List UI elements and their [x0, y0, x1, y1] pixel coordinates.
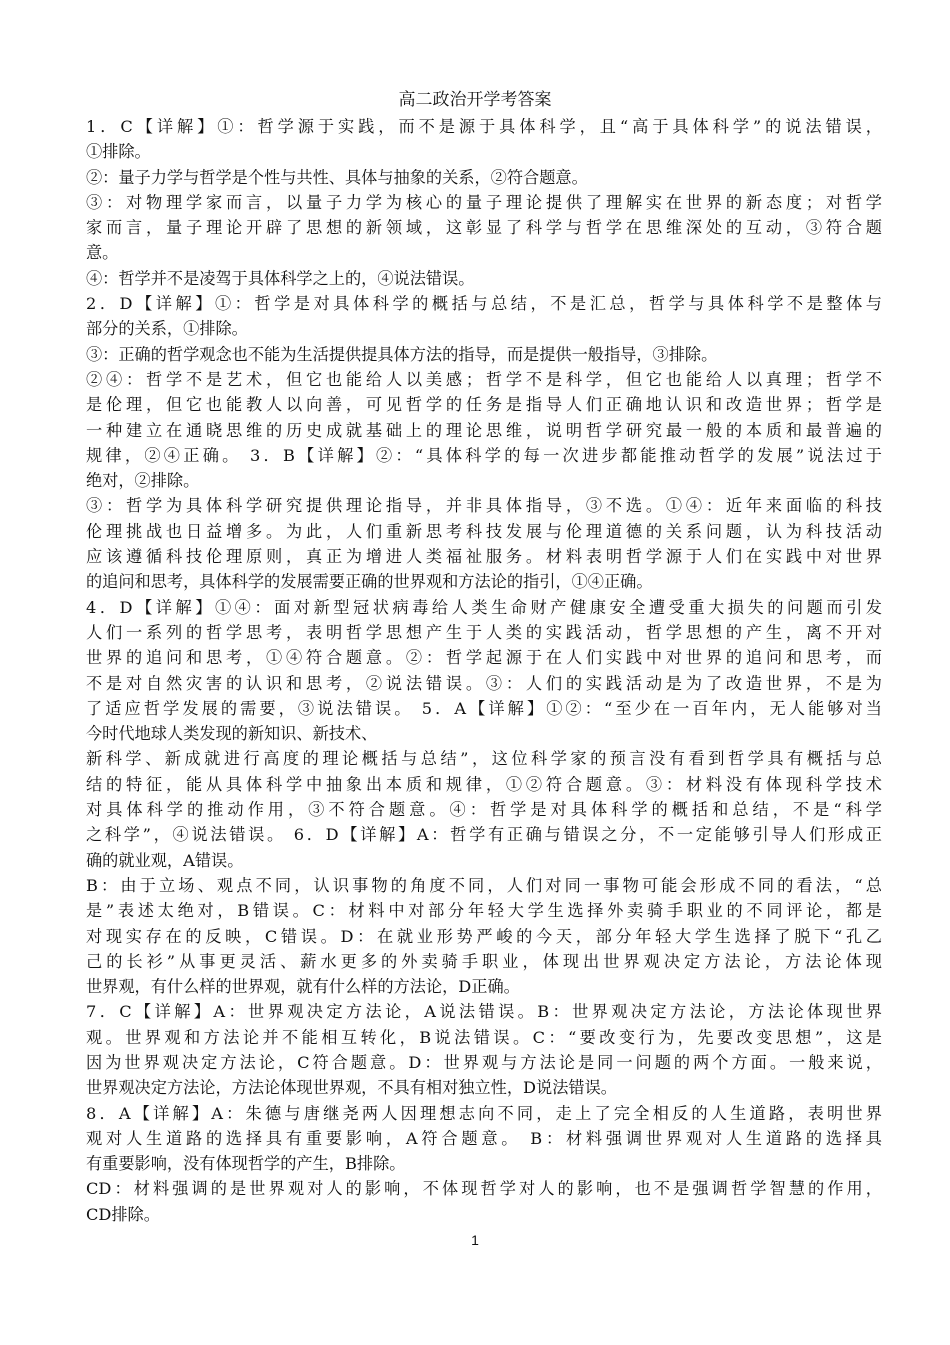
page-number: 1 — [471, 1232, 479, 1248]
text-line: 是伦理，但它也能教人以向善，可见哲学的任务是指导人们正确地认识和改造世界；哲学是 — [86, 395, 882, 415]
text-line: 应该遵循科技伦理原则，真正为增进人类福祉服务。材料表明哲学源于人们在实践中对世界 — [86, 547, 882, 567]
text-line: 人们一系列的哲学思考，表明哲学思想产生于人类的实践活动，哲学思想的产生，离不开对 — [86, 622, 882, 642]
text-line: 意。 — [86, 243, 119, 263]
text-line: 家而言，量子理论开辟了思想的新领域，这彰显了科学与哲学在思维深处的互动，③符合题 — [86, 218, 882, 238]
text-line: ③：对物理学家而言，以量子力学为核心的量子理论提供了理解实在世界的新态度；对哲学 — [86, 192, 882, 212]
text-line: ④：哲学并不是凌驾于具体科学之上的，④说法错误。 — [86, 268, 475, 288]
text-line: 观对人生道路的选择具有重要影响，A符合题意。 B：材料强调世界观对人生道路的选择具 — [86, 1128, 882, 1148]
text-line: ③：哲学为具体科学研究提供理论指导，并非具体指导，③不选。①④：近年来面临的科技 — [86, 496, 882, 516]
text-line: ②：量子力学与哲学是个性与共性、具体与抽象的关系，②符合题意。 — [86, 167, 588, 187]
text-line: CD排除。 — [86, 1204, 160, 1224]
text-line: 世界的追问和思考，①④符合题意。②：哲学起源于在人们实践中对世界的追问和思考，而 — [86, 648, 882, 668]
text-line: ③：正确的哲学观念也不能为生活提供提具体方法的指导，而是提供一般指导，③排除。 — [86, 344, 718, 364]
text-line: 伦理挑战也日益增多。为此，人们重新思考科技发展与伦理道德的关系问题，认为科技活动 — [86, 521, 882, 541]
text-line: 部分的关系，①排除。 — [86, 319, 248, 339]
text-line: 是”表述太绝对，B错误。C：材料中对部分年轻大学生选择外卖骑手职业的不同评论，都是 — [86, 901, 882, 921]
text-line: 的追问和思考，具体科学的发展需要正确的世界观和方法论的指引，①④正确。 — [86, 572, 653, 592]
text-line: 世界观决定方法论，方法论体现世界观，不具有相对独立性，D说法错误。 — [86, 1078, 617, 1098]
text-line: 8．A【详解】A：朱德与唐继尧两人因理想志向不同，走上了完全相反的人生道路，表明世界 — [86, 1103, 882, 1123]
text-line: 有重要影响，没有体现哲学的产生，B排除。 — [86, 1154, 406, 1174]
text-line: 对现实存在的反映，C错误。D：在就业形势严峻的今天，部分年轻大学生选择了脱下“孔乙 — [86, 926, 882, 946]
text-line: B：由于立场、观点不同，认识事物的角度不同，人们对同一事物可能会形成不同的看法，“总 — [86, 875, 882, 895]
text-line: 4．D【详解】①④：面对新型冠状病毒给人类生命财产健康安全遭受重大损失的问题而引发 — [86, 597, 882, 617]
text-line: 观。世界观和方法论并不能相互转化，B说法错误。C：“要改变行为，先要改变思想”，这是 — [86, 1027, 882, 1047]
text-line: 结的特征，能从具体科学中抽象出本质和规律，①②符合题意。③：材料没有体现科学技术 — [86, 774, 882, 794]
text-line: 一种建立在通晓思维的历史成就基础上的理论思维，说明哲学研究最一般的本质和最普遍的 — [86, 420, 882, 440]
text-line: 规律，②④正确。 3．B【详解】②：“具体科学的每一次进步都能推动哲学的发展”说法过于 — [86, 445, 882, 465]
text-line: 不是对自然灾害的认识和思考，②说法错误。③：人们的实践活动是为了改造世界，不是为 — [86, 673, 882, 693]
text-line: 己的长衫”从事更灵活、薪水更多的外卖骑手职业，体现出世界观决定方法论，方法论体现 — [86, 951, 882, 971]
text-line: 新科学、新成就进行高度的理论概括与总结”，这位科学家的预言没有看到哲学具有概括与总 — [86, 749, 882, 769]
answer-body — [86, 114, 882, 1227]
text-line: 世界观，有什么样的世界观，就有什么样的方法论，D正确。 — [86, 977, 520, 997]
text-line: ②④：哲学不是艺术，但它也能给人以美感；哲学不是科学，但它也能给人以真理；哲学不 — [86, 369, 882, 389]
text-line: 了适应哲学发展的需要，③说法错误。 5．A【详解】①②：“至少在一百年内，无人能够对当 — [86, 698, 882, 718]
text-line: 绝对，②排除。 — [86, 471, 200, 491]
text-line: CD：材料强调的是世界观对人的影响，不体现哲学对人的影响，也不是强调哲学智慧的作用， — [86, 1179, 882, 1199]
text-line: 1．C【详解】①：哲学源于实践，而不是源于具体科学，且“高于具体科学”的说法错误， — [86, 117, 882, 136]
text-line: ①排除。 — [86, 142, 151, 162]
text-line: 之科学”，④说法错误。 6．D【详解】A：哲学有正确与错误之分，不一定能够引导人们形成正 — [86, 825, 882, 845]
text-line: 因为世界观决定方法论，C符合题意。D：世界观与方法论是同一问题的两个方面。一般来说， — [86, 1052, 882, 1072]
text-line: 对具体科学的推动作用，③不符合题意。④：哲学是对具体科学的概括和总结，不是“科学 — [86, 800, 882, 820]
page-title: 高二政治开学考答案 — [398, 90, 552, 110]
text-line: 7．C【详解】A：世界观决定方法论，A说法错误。B：世界观决定方法论，方法论体现世界 — [86, 1002, 882, 1022]
text-line: 今时代地球人类发现的新知识、新技术、 — [86, 724, 378, 744]
text-line: 2．D【详解】①：哲学是对具体科学的概括与总结，不是汇总，哲学与具体科学不是整体与 — [86, 294, 882, 314]
text-line: 确的就业观，A错误。 — [86, 850, 244, 870]
